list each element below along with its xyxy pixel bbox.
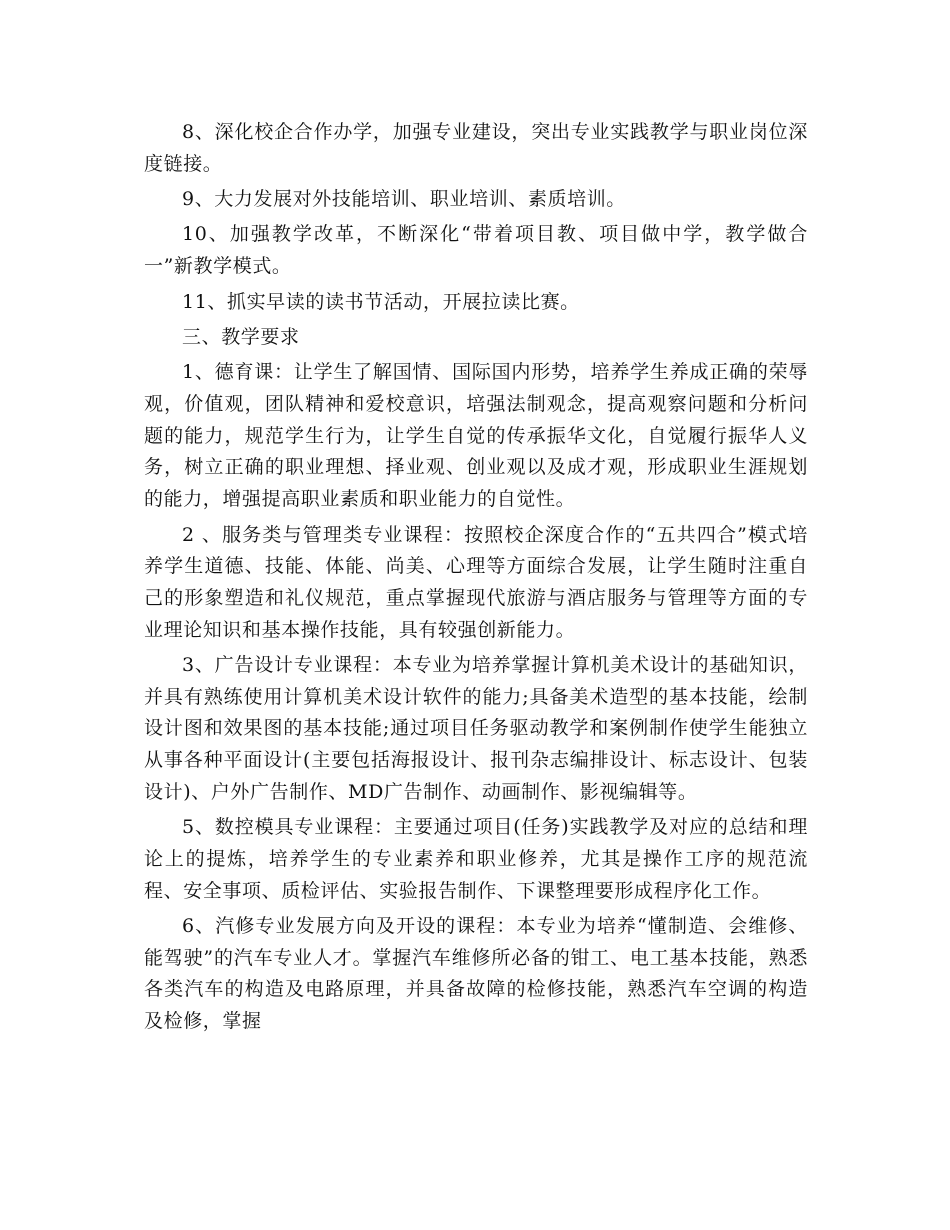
paragraph-item-11: 11、抓实早读的读书节活动，开展拉读比赛。 <box>182 290 580 313</box>
paragraph-advertising-design: 3、广告设计专业课程：本专业为培养掌握计算机美术设计的基础知识，并具有熟练使用计算机美术设计软件的能力;具备美术造型的基本技能，绘制设计图和效果图的基本技能;通过项目任务驱动教学和案例制作使学生能独立从事各种平面设计(主要包括海报设计、报刊杂志编排设计、标志设计、包装设计)、户外广告制作、MD广告制作、动画制作、影视编辑等。 <box>144 654 808 803</box>
paragraph-moral-education: 1、德育课：让学生了解国情、国际国内形势，培养学生养成正确的荣辱观，价值观，团队精神和爱校意识，培强法制观念，提高观察问题和分析问题的能力，规范学生行为，让学生自觉的传承振华文化，自觉履行振华人义务，树立正确的职业理想、择业观、创业观以及成才观，形成职业生涯规划的能力，增强提高职业素质和职业能力的自觉性。 <box>144 361 808 511</box>
paragraph-cnc-mold: 5、数控模具专业课程：主要通过项目(任务)实践教学及对应的总结和理论上的提炼，培养学生的专业素养和职业修养，尤其是操作工序的规范流程、安全事项、质检评估、实验报告制作、下课整理要形成程序化工作。 <box>144 816 808 902</box>
document-body <box>144 117 808 1042</box>
section-heading-teaching-requirements: 三、教学要求 <box>182 325 300 348</box>
paragraph-item-8: 8、深化校企合作办学，加强专业建设，突出专业实践教学与职业岗位深度链接。 <box>144 121 808 175</box>
paragraph-item-9: 9、大力发展对外技能培训、职业培训、素质培训。 <box>182 188 626 211</box>
paragraph-auto-repair: 6、汽修专业发展方向及开设的课程：本专业为培养“懂制造、会维修、能驾驶”的汽车专业人才。掌握汽车维修所必备的钳工、电工基本技能，熟悉各类汽车的构造及电路原理，并具备故障的检修技能，熟悉汽车空调的构造及检修，掌握 <box>144 915 808 1033</box>
paragraph-item-10: 10、加强教学改革，不断深化“带着项目教、项目做中学，教学做合一”新教学模式。 <box>144 223 808 278</box>
paragraph-service-management: 2 、服务类与管理类专业课程：按照校企深度合作的“五共四合”模式培养学生道德、技能、体能、尚美、心理等方面综合发展，让学生随时注重自己的形象塑造和礼仪规范，重点掌握现代旅游与酒店服务与管理等方面的专业理论知识和基本操作技能，具有较强创新能力。 <box>144 523 808 641</box>
